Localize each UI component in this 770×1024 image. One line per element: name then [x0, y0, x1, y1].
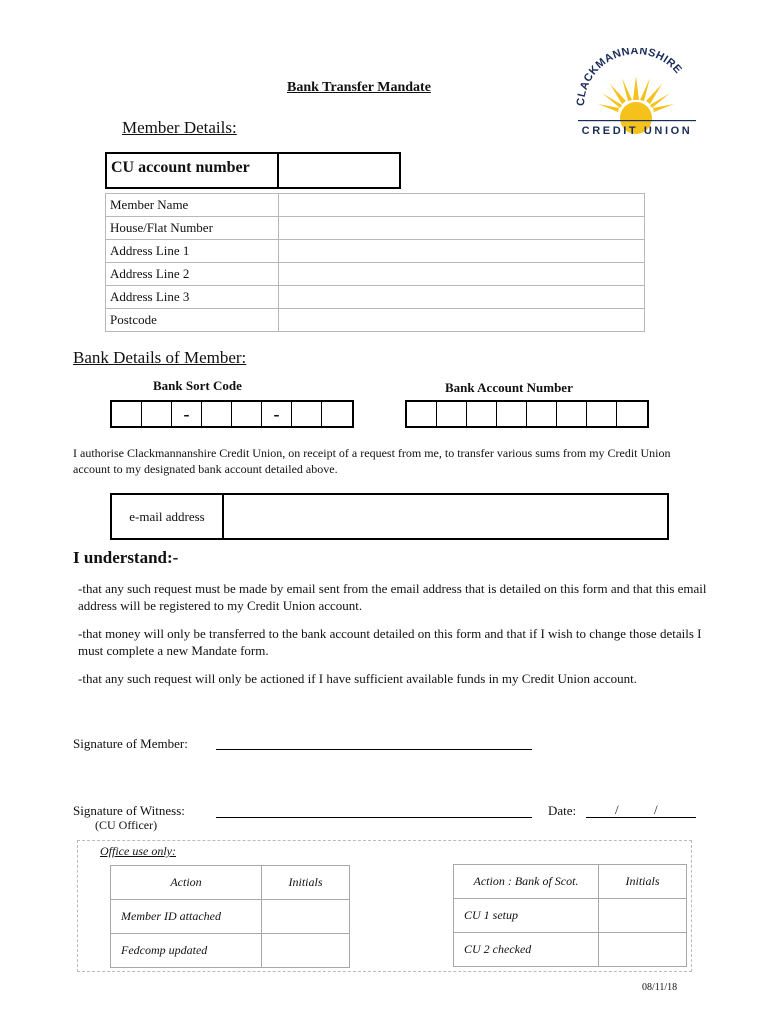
email-field[interactable]: [224, 495, 667, 538]
account-digit[interactable]: [587, 402, 617, 426]
sort-separator: -: [262, 402, 292, 426]
sort-digit[interactable]: [142, 402, 172, 426]
email-label: e-mail address: [112, 495, 224, 538]
account-digit[interactable]: [497, 402, 527, 426]
table-row: [454, 933, 687, 967]
table-header-initials: Initials: [599, 865, 687, 899]
table-header-action: Action: [111, 866, 262, 900]
cu-account-field[interactable]: [279, 154, 399, 187]
member-name-label: Member Name: [106, 194, 279, 217]
office-bank-table: [453, 864, 687, 967]
account-number-label: Bank Account Number: [445, 380, 573, 395]
understand-point-3: -that any such request will only be actioned if I have sufficient available funds in my Credit Union account.: [78, 671, 637, 686]
table-cell-action: CU 2 checked: [454, 933, 599, 967]
house-number-field[interactable]: [279, 217, 645, 240]
date-slash: /: [654, 802, 658, 817]
address-line-2-field[interactable]: [279, 263, 645, 286]
table-row: [454, 865, 687, 899]
postcode-label: Postcode: [106, 309, 279, 332]
address-line-3-field[interactable]: [279, 286, 645, 309]
table-cell-action: Fedcomp updated: [111, 934, 262, 968]
sort-separator: -: [172, 402, 202, 426]
email-box: [110, 493, 669, 540]
member-signature-label: Signature of Member:: [73, 736, 188, 751]
understand-heading: I understand:-: [73, 548, 179, 567]
date-line[interactable]: [586, 817, 696, 818]
bank-details-heading: Bank Details of Member:: [73, 348, 247, 367]
date-label: Date:: [548, 803, 577, 818]
sort-digit[interactable]: [232, 402, 262, 426]
postcode-field[interactable]: [279, 309, 645, 332]
table-row: [106, 194, 645, 217]
office-use-label: Office use only:: [100, 844, 176, 858]
table-header-action: Action : Bank of Scot.: [454, 865, 599, 899]
cu-account-box: [105, 152, 401, 189]
table-row: [454, 899, 687, 933]
address-line-1-label: Address Line 1: [106, 240, 279, 263]
member-details-heading: Member Details:: [122, 118, 237, 137]
account-digit[interactable]: [527, 402, 557, 426]
account-digit[interactable]: [617, 402, 647, 426]
cu-account-label: CU account number: [107, 154, 279, 187]
credit-union-logo: [570, 48, 700, 140]
witness-sub-label: (CU Officer): [95, 818, 158, 832]
sort-digit[interactable]: [322, 402, 352, 426]
table-row: [111, 866, 350, 900]
table-row: [106, 240, 645, 263]
office-action-table: [110, 865, 350, 968]
table-row: [111, 900, 350, 934]
initials-cell[interactable]: [599, 933, 687, 967]
table-cell-action: Member ID attached: [111, 900, 262, 934]
house-number-label: House/Flat Number: [106, 217, 279, 240]
member-details-table: [105, 193, 645, 332]
account-digit[interactable]: [557, 402, 587, 426]
sun-logo-icon: [570, 48, 700, 140]
witness-signature-line[interactable]: [216, 817, 532, 818]
form-title: Bank Transfer Mandate: [287, 80, 431, 95]
table-cell-action: CU 1 setup: [454, 899, 599, 933]
account-number-field[interactable]: [405, 400, 649, 428]
table-header-initials: Initials: [262, 866, 350, 900]
sort-code-field[interactable]: [110, 400, 354, 428]
logo-arc-text: CLACKMANNANSHIRE: [574, 48, 685, 107]
document-date-stamp: 08/11/18: [642, 982, 678, 993]
sort-code-label: Bank Sort Code: [153, 378, 242, 393]
member-name-field[interactable]: [279, 194, 645, 217]
table-row: [106, 286, 645, 309]
understand-point-2: -that money will only be transferred to the bank account detailed on this form and that if I wish to change those details I must complete a new Mandate form.: [78, 626, 702, 658]
logo-bottom-text: CREDIT UNION: [581, 125, 693, 137]
table-row: [106, 263, 645, 286]
account-digit[interactable]: [467, 402, 497, 426]
account-digit[interactable]: [407, 402, 437, 426]
initials-cell[interactable]: [262, 900, 350, 934]
witness-signature-label: Signature of Witness:: [73, 803, 185, 818]
member-signature-line[interactable]: [216, 749, 532, 750]
initials-cell[interactable]: [262, 934, 350, 968]
understand-point-1: -that any such request must be made by email sent from the email address that is detailed on this form and that this email address will be registered to my Credit Union account.: [78, 581, 707, 613]
date-slash: /: [615, 802, 619, 817]
table-row: [106, 217, 645, 240]
sort-digit[interactable]: [112, 402, 142, 426]
table-row: [106, 309, 645, 332]
address-line-3-label: Address Line 3: [106, 286, 279, 309]
address-line-2-label: Address Line 2: [106, 263, 279, 286]
address-line-1-field[interactable]: [279, 240, 645, 263]
sort-digit[interactable]: [292, 402, 322, 426]
authorisation-text: I authorise Clackmannanshire Credit Union, on receipt of a request from me, to transfer various sums from my Credit Union account to my designated bank account detailed above.: [73, 446, 671, 476]
sort-digit[interactable]: [202, 402, 232, 426]
initials-cell[interactable]: [599, 899, 687, 933]
table-row: [111, 934, 350, 968]
account-digit[interactable]: [437, 402, 467, 426]
